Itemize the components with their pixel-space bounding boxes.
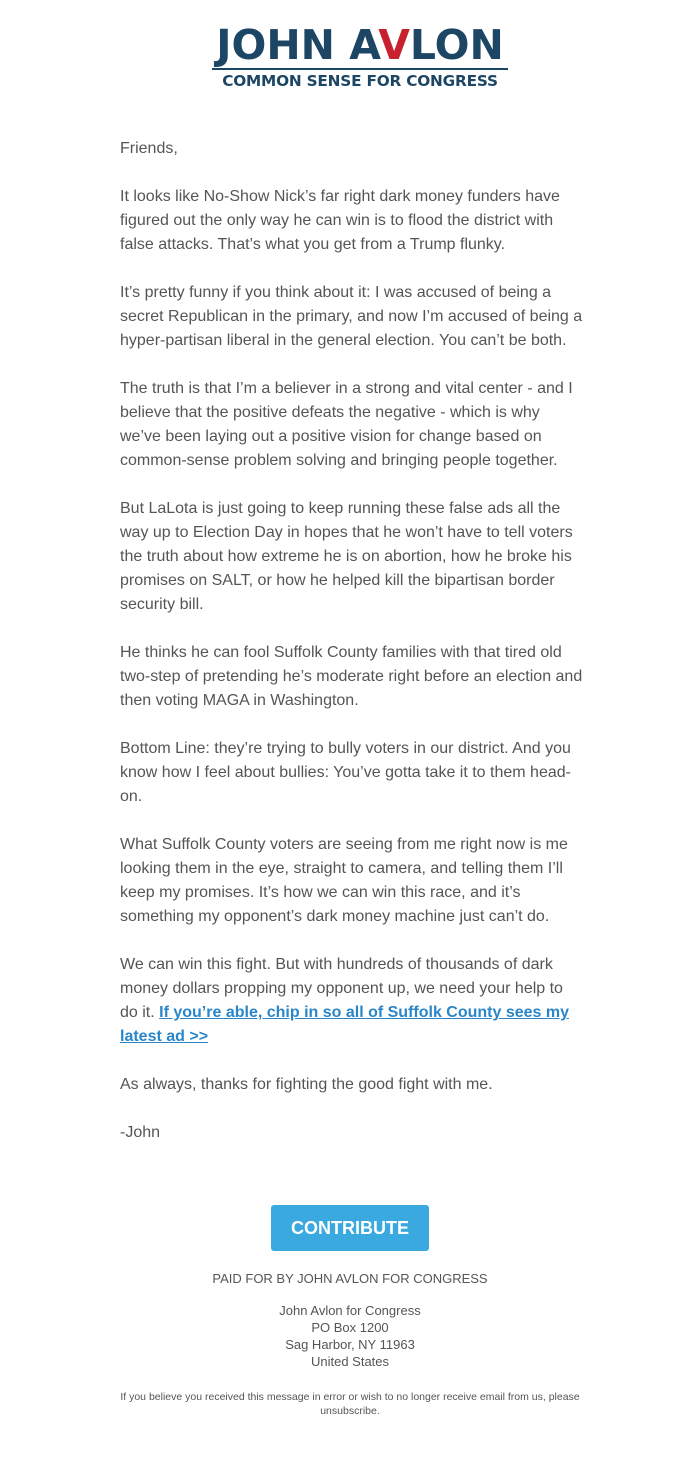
paragraph: He thinks he can fool Suffolk County families with that tired old two-step of pretending he’s moderate right before an election and then voting MAGA in Washington.: [120, 644, 583, 709]
logo-tagline: COMMON SENSE FOR CONGRESS: [222, 72, 498, 90]
paragraph: But LaLota is just going to keep running these false ads all the way up to Election Day in hopes that he won’t have to tell voters the truth about how extreme he is on abortion, how he broke his promises on SALT, or how he helped kill the bipartisan border security bill.: [120, 500, 573, 613]
logo-name-part1: JOHN A: [216, 21, 379, 69]
paragraph: It looks like No-Show Nick’s far right dark money funders have figured out the only way he can win is to flood the district with false attacks. That’s what you get from a Trump flunky.: [120, 188, 560, 253]
address-line: Sag Harbor, NY 11963: [285, 1337, 415, 1352]
paragraph: It’s pretty funny if you think about it: I was accused of being a secret Republican in the primary, and now I’m accused of being a hyper-partisan liberal in the general election. You can’t be both.: [120, 284, 583, 349]
address-line: PO Box 1200: [311, 1320, 389, 1335]
ask-text: We can win this fight. But with hundreds of thousands of dark money dollars propping my opponent up, we need your help to do it.: [120, 956, 563, 1021]
paid-for-disclaimer: PAID FOR BY JOHN AVLON FOR CONGRESS: [212, 1271, 488, 1286]
paragraph: As always, thanks for fighting the good fight with me.: [120, 1076, 493, 1093]
paragraph: Bottom Line: they’re trying to bully voters in our district. And you know how I feel about bullies: You’ve gotta take it to them head-on.: [120, 740, 571, 805]
signature: -John: [120, 1124, 161, 1141]
paragraph: The truth is that I’m a believer in a strong and vital center - and I believe that the positive defeats the negative - which is why we’ve been laying out a positive vision for change based on common-sense problem solving and bringing people together.: [120, 380, 573, 469]
logo-name-part2: LON: [409, 21, 504, 69]
mailing-address: [100, 1302, 600, 1370]
email-body: [120, 137, 585, 1169]
donate-link[interactable]: If you’re able, chip in so all of Suffolk County sees my latest ad >>: [120, 1004, 569, 1045]
contribute-button[interactable]: CONTRIBUTE: [271, 1205, 429, 1251]
paragraph-ask: [120, 953, 585, 1049]
address-line: John Avlon for Congress: [279, 1303, 421, 1318]
campaign-logo: [212, 21, 508, 90]
address-line: United States: [310, 1354, 390, 1369]
logo-name-v: V: [378, 21, 410, 69]
unsubscribe-notice: If you believe you received this message in error or wish to no longer receive email from us, please unsubscribe.: [120, 1391, 580, 1417]
logo-name: [212, 21, 508, 69]
paragraph: What Suffolk County voters are seeing from me right now is me looking them in the eye, straight to camera, and telling them I’ll keep my promises. It’s how we can win this race, and it’s something my opponent’s dark money machine just can’t do.: [120, 836, 568, 925]
paragraph-greeting: Friends,: [120, 140, 178, 157]
